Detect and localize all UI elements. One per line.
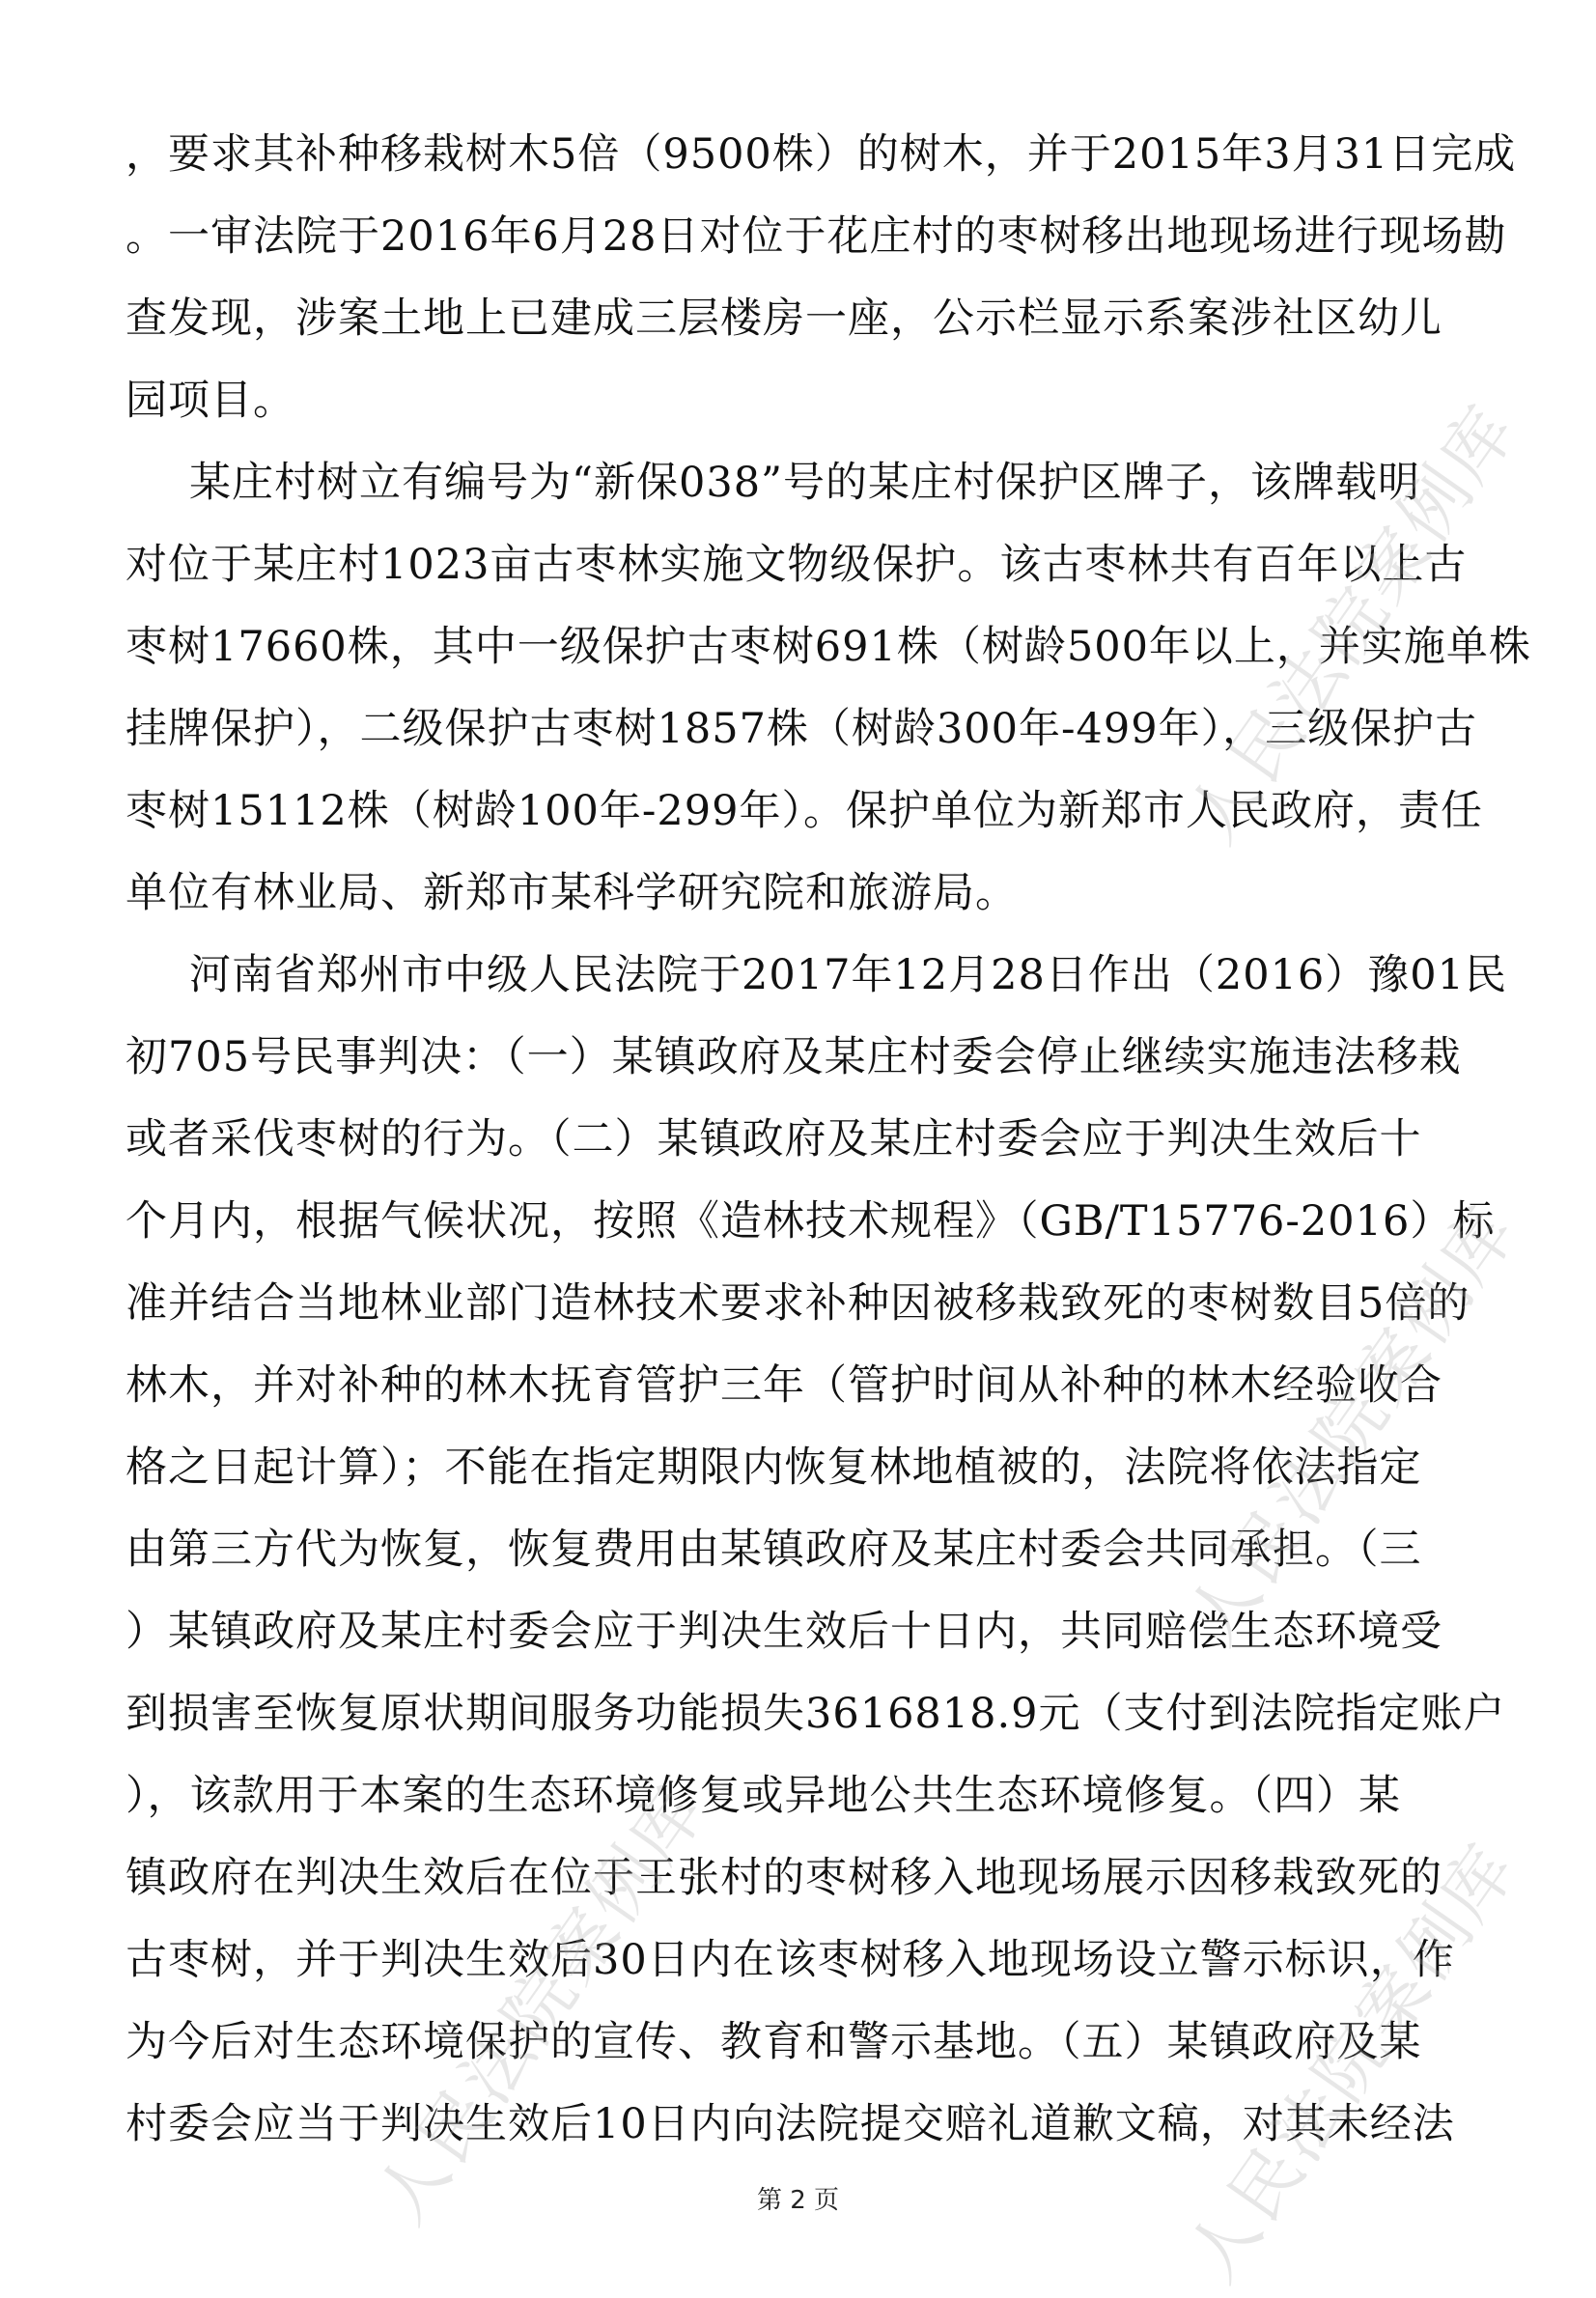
page-number: 第 2 页 [756,2186,840,2215]
paragraph-start-line: 河南省郑州市中级人民法院于2017年12月28日作出（2016）豫01民 [189,951,1508,999]
text-line: ）某镇政府及某庄村委会应于判决生效后十日内，共同赔偿生态环境受 [126,1608,1442,1656]
text-line: 个月内，根据气候状况，按照《造林技术规程》（GB/T15776-2016）标 [126,1197,1496,1246]
watermark: 人民法院案例库 [1171,389,1533,857]
text-line: 为今后对生态环境保护的宣传、教育和警示基地。（五）某镇政府及某 [126,2018,1422,2066]
text-line: 枣树17660株，其中一级保护古枣树691株（树龄500年以上，并实施单株 [126,623,1531,671]
text-line: 镇政府在判决生效后在位于王张村的枣树移入地现场展示因移栽致死的 [126,1854,1442,1902]
text-line: 园项目。 [126,377,295,425]
text-line: 枣树15112株（树龄100年-299年）。保护单位为新郑市人民政府，责任 [126,787,1483,835]
watermark: 人民法院案例库 [1171,1828,1533,2296]
text-line: ，要求其补种移栽树木5倍（9500株）的树木，并于2015年3月31日完成 [126,130,1517,179]
text-line: 挂牌保护），二级保护古枣树1857株（树龄300年-499年），三级保护古 [126,705,1478,753]
text-line: 。一审法院于2016年6月28日对位于花庄村的枣树移出地现场进行现场勘 [126,212,1507,261]
paragraph-start-line: 某庄村树立有编号为“新保038”号的某庄村保护区牌子，该牌载明 [189,459,1421,507]
text-line: 古枣树，并于判决生效后30日内在该枣树移入地现场设立警示标识，作 [126,1936,1455,1984]
document-body [126,114,1531,2166]
text-line: 格之日起计算）；不能在指定期限内恢复林地植被的，法院将依法指定 [126,1443,1422,1492]
watermark: 人民法院案例库 [1171,1191,1533,1659]
text-line: 由第三方代为恢复，恢复费用由某镇政府及某庄村委会共同承担。（三 [126,1526,1422,1574]
text-line: 单位有林业局、新郑市某科学研究院和旅游局。 [126,869,1018,917]
text-line: 准并结合当地林业部门造林技术要求补种因被移栽致死的枣树数目5倍的 [126,1279,1470,1328]
watermark: 人民法院案例库 [360,1770,722,2238]
text-line: 到损害至恢复原状期间服务功能损失3616818.9元（支付到法院指定账户 [126,1690,1506,1738]
text-line: 查发现，涉案土地上已建成三层楼房一座，公示栏显示系案涉社区幼儿 [126,294,1442,343]
text-line: 对位于某庄村1023亩古枣林实施文物级保护。该古枣林共有百年以上古 [126,541,1468,589]
text-line: 林木，并对补种的林木抚育管护三年（管护时间从补种的林木经验收合 [126,1361,1442,1410]
text-line: ），该款用于本案的生态环境修复或异地公共生态环境修复。（四）某 [126,1772,1401,1820]
text-line: 初705号民事判决：（一）某镇政府及某庄村委会停止继续实施违法移栽 [126,1033,1462,1081]
text-line: 村委会应当于判决生效后10日内向法院提交赔礼道歉文稿，对其未经法 [126,2100,1455,2148]
text-line: 或者采伐枣树的行为。（二）某镇政府及某庄村委会应于判决生效后十 [126,1115,1422,1163]
